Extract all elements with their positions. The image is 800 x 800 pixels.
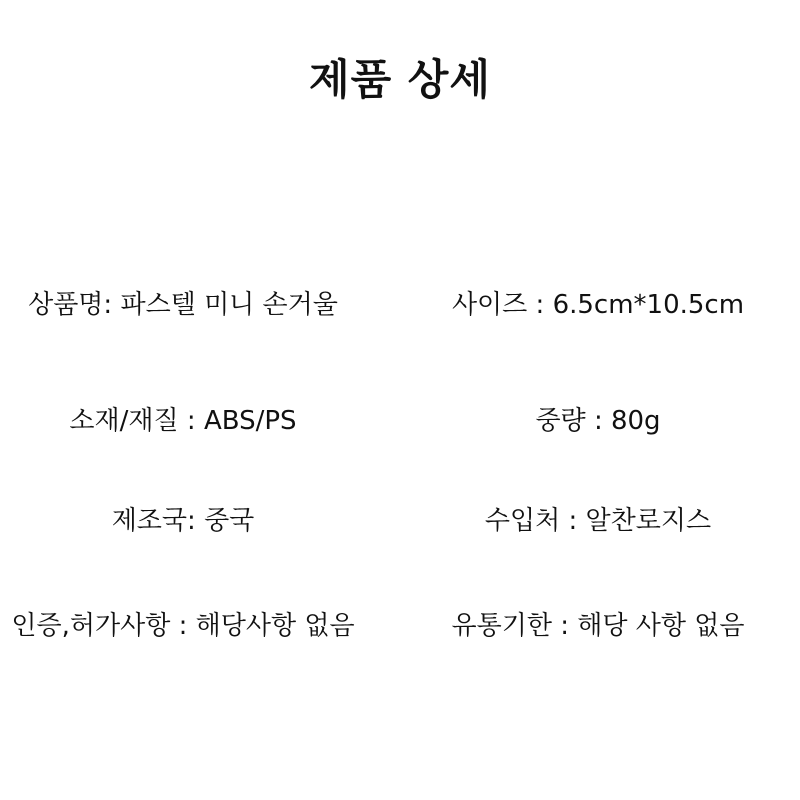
spec-weight: 중량 : 80g [535, 406, 661, 436]
spec-importer: 수입처 : 알찬로지스 [484, 506, 712, 536]
page-title: 제품 상세 [309, 55, 491, 104]
spec-expiration: 유통기한 : 해당 사항 없음 [451, 611, 745, 641]
spec-product-name: 상품명: 파스텔 미니 손거울 [28, 290, 338, 320]
spec-certification: 인증,허가사항 : 해당사항 없음 [11, 611, 355, 641]
spec-material: 소재/재질 : ABS/PS [69, 406, 297, 436]
spec-size: 사이즈 : 6.5cm*10.5cm [451, 290, 745, 320]
spec-country-of-manufacture: 제조국: 중국 [111, 506, 255, 536]
